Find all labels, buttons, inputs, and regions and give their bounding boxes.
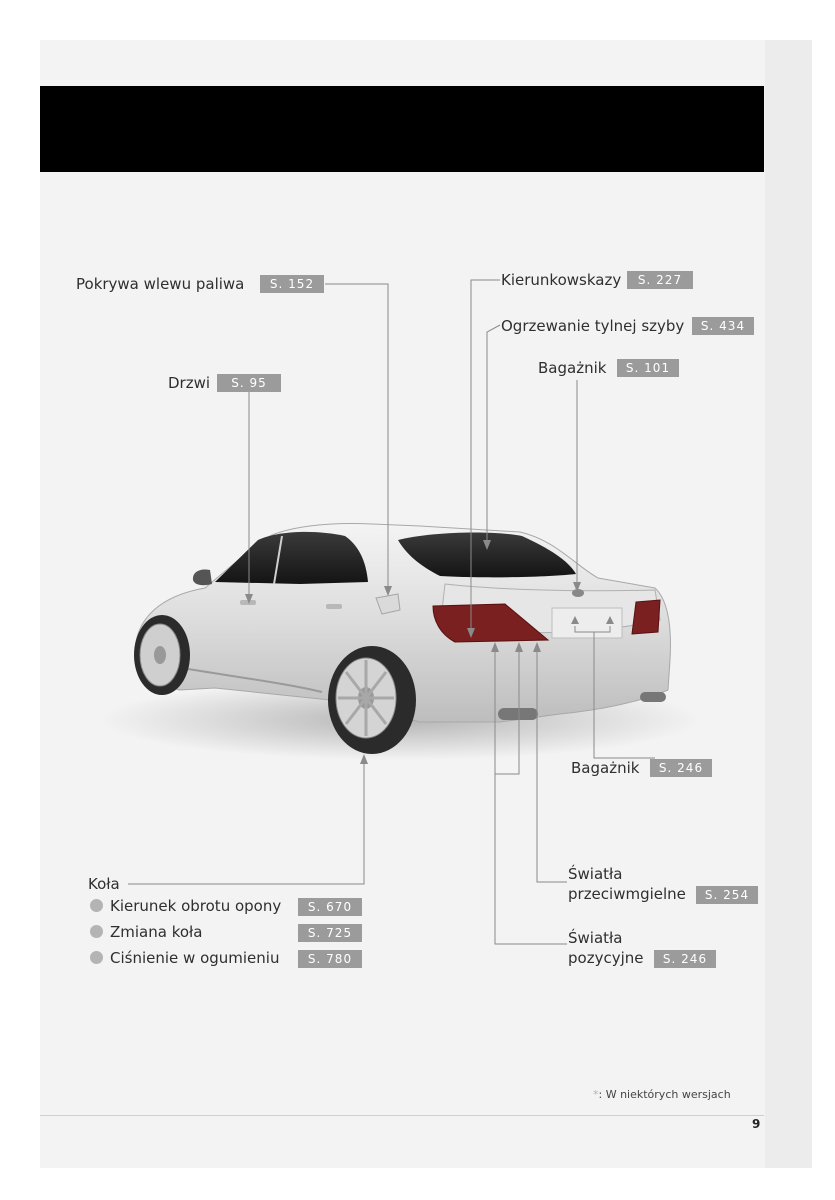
exhaust-left — [498, 708, 538, 720]
rear-defogger-label: Ogrzewanie tylnej szyby — [501, 317, 685, 335]
door-handle-rear — [326, 604, 342, 609]
doors-page-badge[interactable]: S. 95 — [217, 374, 281, 392]
side-mirror — [193, 569, 212, 585]
doors-label: Drzwi — [168, 374, 211, 392]
footnote-text: : W niektórych wersjach — [598, 1088, 731, 1101]
front-wheel — [134, 615, 190, 695]
fog-lights-label-line1: Światła — [568, 865, 623, 883]
brand-emblem — [572, 589, 584, 597]
rear-wheel — [328, 646, 416, 754]
position-lights-label-line2: pozycyjne — [568, 949, 644, 967]
position-lights-page-badge[interactable]: S. 246 — [654, 950, 716, 968]
footnote — [593, 1088, 731, 1101]
footer-rule — [40, 1115, 764, 1116]
fuel-door-page-badge[interactable]: S. 152 — [260, 275, 324, 293]
wheels-item-label: Kierunek obrotu opony — [110, 897, 282, 915]
position-lights-label-line1: Światła — [568, 929, 623, 947]
wheels-item-label: Ciśnienie w ogumieniu — [110, 949, 280, 967]
wheels-item-page-badge[interactable]: S. 780 — [298, 950, 362, 968]
side-windows — [215, 532, 368, 584]
fog-lights-page-badge[interactable]: S. 254 — [696, 886, 758, 904]
trunk-page-badge[interactable]: S. 101 — [617, 359, 679, 377]
trunk-lights-page-badge[interactable]: S. 246 — [650, 759, 712, 777]
wheels-item-label: Zmiana koła — [110, 923, 203, 941]
footnote-marker: * — [593, 1088, 599, 1101]
bullet-icon — [90, 951, 103, 964]
rear-defogger-page-badge[interactable]: S. 434 — [692, 317, 754, 335]
wheels-item-page-badge[interactable]: S. 725 — [298, 924, 362, 942]
right-tail-light — [632, 600, 660, 634]
trunk-label: Bagażnik — [538, 359, 607, 377]
page-number: 9 — [752, 1117, 761, 1131]
bullet-icon — [90, 899, 103, 912]
wheels-item-page-badge[interactable]: S. 670 — [298, 898, 362, 916]
fuel-door-label: Pokrywa wlewu paliwa — [76, 275, 245, 293]
bullet-icon — [90, 925, 103, 938]
turn-signals-page-badge[interactable]: S. 227 — [627, 271, 693, 289]
trunk-lights-label: Bagażnik — [571, 759, 640, 777]
exhaust-right — [640, 692, 666, 702]
wheels-title: Koła — [88, 875, 120, 893]
fog-lights-label-line2: przeciwmgielne — [568, 885, 686, 903]
turn-signals-label: Kierunkowskazy — [501, 271, 622, 289]
